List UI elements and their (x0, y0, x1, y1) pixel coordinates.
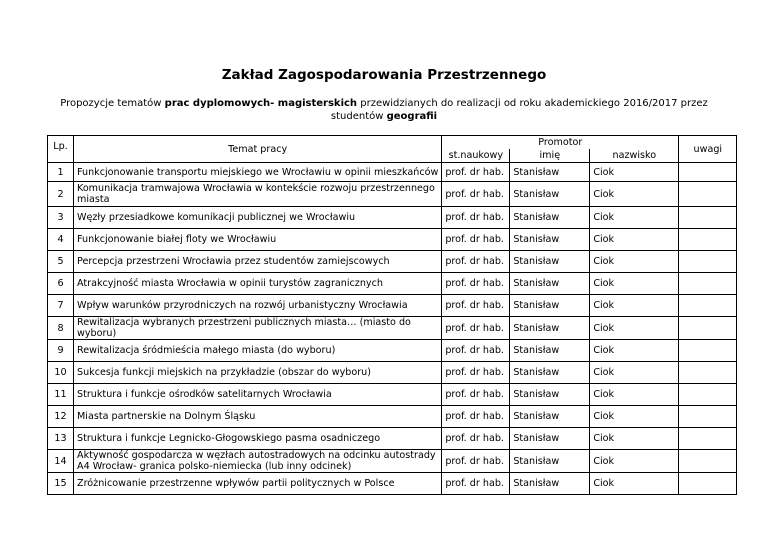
row-nazwisko: Ciok (590, 362, 679, 384)
row-imie: Stanisław (510, 317, 590, 340)
row-stopien: prof. dr hab. (442, 163, 510, 182)
row-lp: 9 (48, 340, 74, 362)
table-row (48, 207, 737, 229)
row-lp: 10 (48, 362, 74, 384)
header-lp: Lp. (48, 136, 74, 163)
row-uwagi (679, 450, 737, 473)
row-uwagi (679, 317, 737, 340)
intro-part2: przewidzianych do realizacji od roku akademickiego 2016/2017 przez (357, 98, 708, 109)
row-nazwisko: Ciok (590, 384, 679, 406)
table-row (48, 406, 737, 428)
row-uwagi (679, 295, 737, 317)
row-stopien: prof. dr hab. (442, 450, 510, 473)
row-uwagi (679, 207, 737, 229)
row-uwagi (679, 163, 737, 182)
row-nazwisko: Ciok (590, 295, 679, 317)
row-imie: Stanisław (510, 450, 590, 473)
intro-part3: studentów (330, 111, 387, 122)
row-uwagi (679, 251, 737, 273)
row-stopien: prof. dr hab. (442, 182, 510, 207)
header-temat: Temat pracy (74, 136, 442, 163)
table-row (48, 473, 737, 495)
row-uwagi (679, 229, 737, 251)
row-stopien: prof. dr hab. (442, 229, 510, 251)
table-row (48, 317, 737, 340)
row-imie: Stanisław (510, 473, 590, 495)
header-nazwisko: nazwisko (590, 149, 679, 163)
row-lp: 12 (48, 406, 74, 428)
row-lp: 3 (48, 207, 74, 229)
row-temat: Sukcesja funkcji miejskich na przykładzie (obszar do wyboru) (74, 362, 442, 384)
row-imie: Stanisław (510, 428, 590, 450)
row-uwagi (679, 362, 737, 384)
row-lp: 7 (48, 295, 74, 317)
row-temat: Miasta partnerskie na Dolnym Śląsku (74, 406, 442, 428)
intro-bold1: prac dyplomowych- magisterskich (164, 98, 358, 109)
row-stopien: prof. dr hab. (442, 251, 510, 273)
row-stopien: prof. dr hab. (442, 406, 510, 428)
row-stopien: prof. dr hab. (442, 207, 510, 229)
header-imie: imię (510, 149, 590, 163)
row-uwagi (679, 340, 737, 362)
row-temat: Rewitalizacja śródmieścia małego miasta (do wyboru) (74, 340, 442, 362)
row-imie: Stanisław (510, 182, 590, 207)
table-row (48, 182, 737, 207)
row-temat: Struktura i funkcje ośrodków satelitarnych Wrocławia (74, 384, 442, 406)
row-temat: Zróżnicowanie przestrzenne wpływów partii politycznych w Polsce (74, 473, 442, 495)
table-row (48, 362, 737, 384)
row-stopien: prof. dr hab. (442, 473, 510, 495)
row-lp: 1 (48, 163, 74, 182)
row-lp: 8 (48, 317, 74, 340)
row-nazwisko: Ciok (590, 229, 679, 251)
document-title: Zakład Zagospodarowania Przestrzennego (221, 67, 547, 83)
row-uwagi (679, 182, 737, 207)
row-uwagi (679, 384, 737, 406)
row-uwagi (679, 406, 737, 428)
intro-text (20, 97, 748, 123)
row-imie: Stanisław (510, 384, 590, 406)
topics-table (47, 135, 737, 495)
intro-part1: Propozycje tematów (60, 98, 165, 109)
row-imie: Stanisław (510, 229, 590, 251)
row-lp: 4 (48, 229, 74, 251)
row-stopien: prof. dr hab. (442, 273, 510, 295)
row-lp: 15 (48, 473, 74, 495)
table-row (48, 251, 737, 273)
row-nazwisko: Ciok (590, 273, 679, 295)
row-temat: Rewitalizacja wybranych przestrzeni publicznych miasta… (miasto do wyboru) (74, 317, 442, 340)
row-lp: 2 (48, 182, 74, 207)
row-nazwisko: Ciok (590, 450, 679, 473)
row-lp: 14 (48, 450, 74, 473)
table-row (48, 428, 737, 450)
row-nazwisko: Ciok (590, 473, 679, 495)
row-uwagi (679, 273, 737, 295)
row-temat: Funkcjonowanie białej floty we Wrocławiu (74, 229, 442, 251)
intro-bold2: geografii (386, 111, 438, 122)
row-uwagi (679, 473, 737, 495)
row-nazwisko: Ciok (590, 251, 679, 273)
row-nazwisko: Ciok (590, 182, 679, 207)
row-stopien: prof. dr hab. (442, 428, 510, 450)
table-row (48, 295, 737, 317)
header-uwagi: uwagi (679, 136, 737, 163)
row-temat: Węzły przesiadkowe komunikacji publicznej we Wrocławiu (74, 207, 442, 229)
row-imie: Stanisław (510, 295, 590, 317)
header-promotor: Promotor (442, 136, 679, 149)
row-temat: Wpływ warunków przyrodniczych na rozwój urbanistyczny Wrocławia (74, 295, 442, 317)
table-row (48, 384, 737, 406)
row-imie: Stanisław (510, 251, 590, 273)
row-temat: Percepcja przestrzeni Wrocławia przez studentów zamiejscowych (74, 251, 442, 273)
table-row (48, 229, 737, 251)
row-stopien: prof. dr hab. (442, 340, 510, 362)
row-imie: Stanisław (510, 163, 590, 182)
row-imie: Stanisław (510, 207, 590, 229)
row-lp: 13 (48, 428, 74, 450)
table-body (48, 136, 737, 495)
row-lp: 6 (48, 273, 74, 295)
row-nazwisko: Ciok (590, 207, 679, 229)
table-row (48, 340, 737, 362)
row-imie: Stanisław (510, 406, 590, 428)
row-temat: Aktywność gospodarcza w węzłach autostradowych na odcinku autostrady A4 Wrocław- granica polsko-niemiecka (lub inny odcinek) (74, 450, 442, 473)
row-temat: Atrakcyjność miasta Wrocławia w opinii turystów zagranicznych (74, 273, 442, 295)
row-uwagi (679, 428, 737, 450)
table-row (48, 273, 737, 295)
row-temat: Funkcjonowanie transportu miejskiego we Wrocławiu w opinii mieszkańców (74, 163, 442, 182)
row-nazwisko: Ciok (590, 406, 679, 428)
row-temat: Struktura i funkcje Legnicko-Głogowskiego pasma osadniczego (74, 428, 442, 450)
row-nazwisko: Ciok (590, 340, 679, 362)
row-lp: 5 (48, 251, 74, 273)
row-stopien: prof. dr hab. (442, 317, 510, 340)
row-imie: Stanisław (510, 340, 590, 362)
row-nazwisko: Ciok (590, 317, 679, 340)
row-imie: Stanisław (510, 273, 590, 295)
table-row (48, 163, 737, 182)
row-stopien: prof. dr hab. (442, 295, 510, 317)
header-stopien: st.naukowy (442, 149, 510, 163)
table-row (48, 450, 737, 473)
row-stopien: prof. dr hab. (442, 384, 510, 406)
row-lp: 11 (48, 384, 74, 406)
row-nazwisko: Ciok (590, 163, 679, 182)
row-temat: Komunikacja tramwajowa Wrocławia w kontekście rozwoju przestrzennego miasta (74, 182, 442, 207)
row-imie: Stanisław (510, 362, 590, 384)
row-stopien: prof. dr hab. (442, 362, 510, 384)
row-nazwisko: Ciok (590, 428, 679, 450)
